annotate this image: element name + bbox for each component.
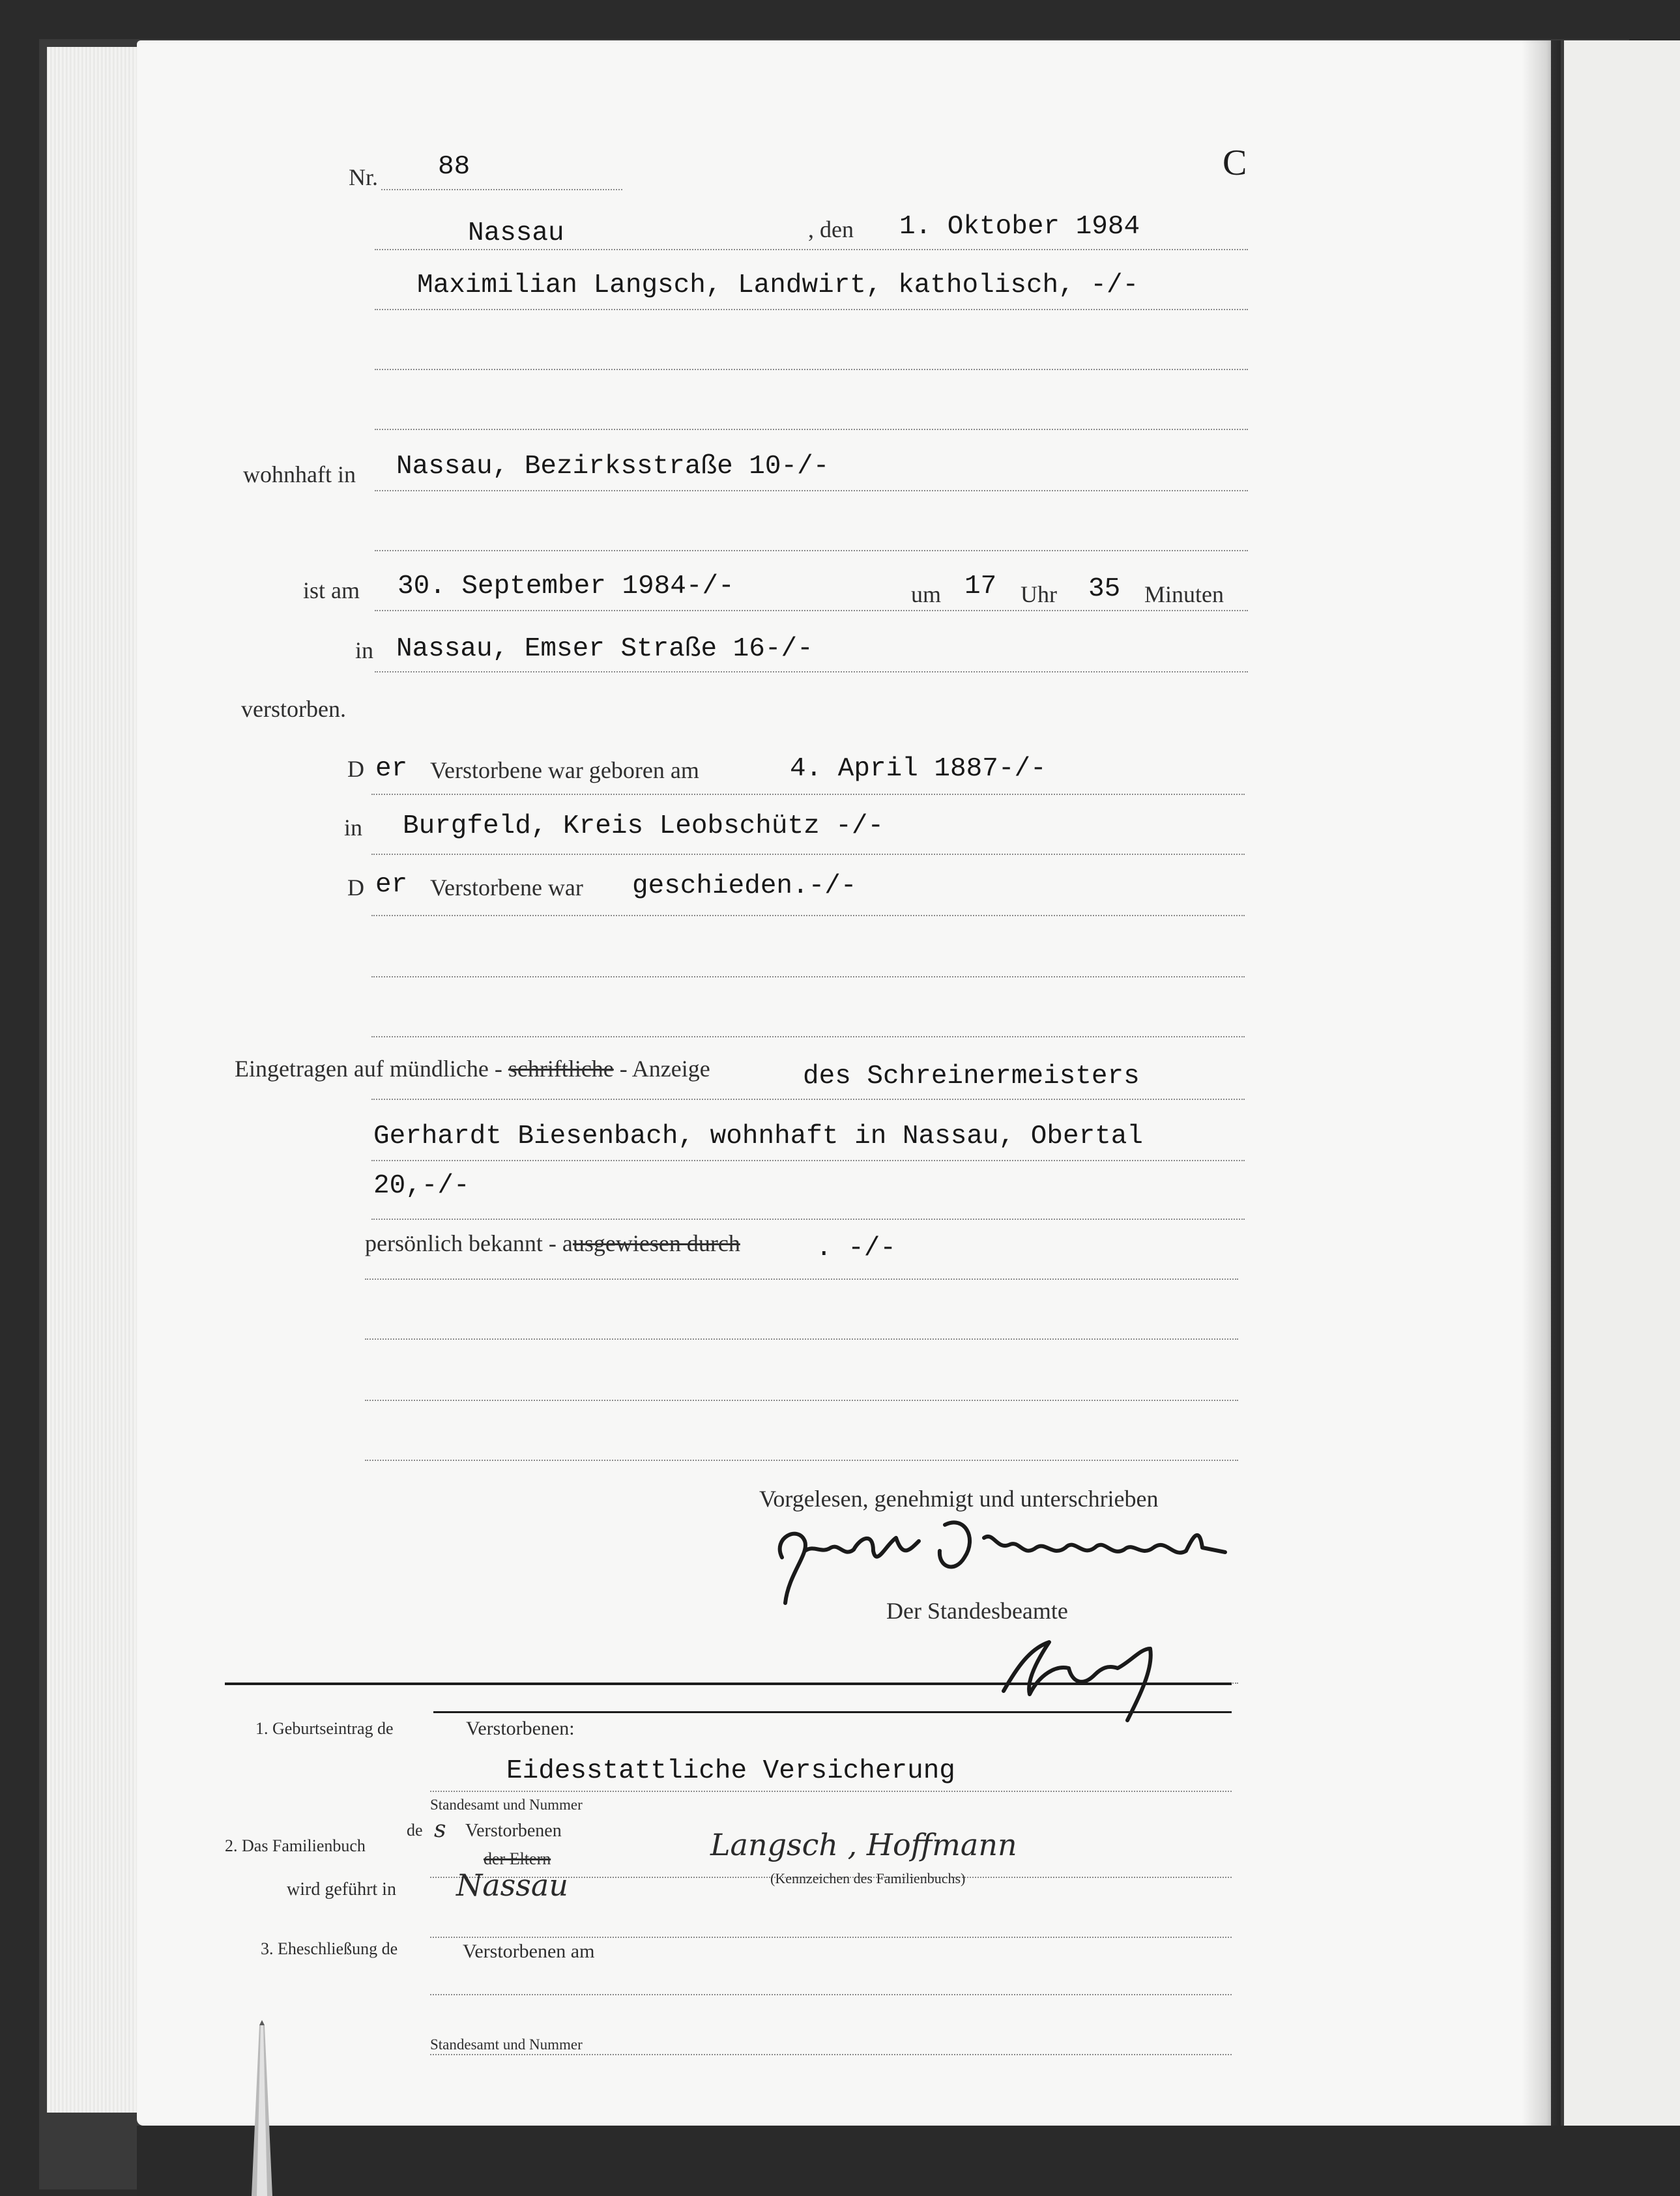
blank-rule-3: [365, 1460, 1238, 1461]
birth-place-rule: [371, 854, 1245, 855]
birth-date-rule: [371, 794, 1245, 795]
read-approved-label: Vorgelesen, genehmigt und unterschrieben: [759, 1486, 1159, 1512]
date-rule: [375, 249, 1248, 250]
informant-rule-1: [371, 1099, 1245, 1100]
bottom-background: [137, 2126, 1680, 2196]
marriage-label: 3. Eheschließung de: [261, 1939, 398, 1958]
nr-value: 88: [438, 152, 471, 182]
footer-separator-2: [433, 1711, 1232, 1713]
marital-status: geschieden.-/-: [632, 871, 857, 901]
status-rule-2: [371, 976, 1245, 977]
facing-page-edge: [1564, 40, 1680, 2126]
person-rule-3: [375, 429, 1248, 430]
residence-label: wohnhaft in: [243, 461, 356, 487]
birth-place: Burgfeld, Kreis Leobschütz -/-: [403, 811, 884, 841]
kept-in-label: wird geführt in: [287, 1879, 396, 1900]
birth-entry-subject: Verstorbenen:: [466, 1718, 575, 1739]
death-place: Nassau, Emser Straße 16-/-: [396, 634, 813, 664]
marriage-rule-1: [430, 1994, 1232, 1995]
birth-label-prefix: D: [347, 756, 364, 782]
blank-rule-1: [365, 1338, 1238, 1340]
uhr-label: Uhr: [1021, 581, 1057, 607]
marriage-subject: Verstorbenen am: [463, 1941, 595, 1962]
family-book-label: 2. Das Familienbuch: [225, 1836, 366, 1855]
register-date: 1. Oktober 1984: [899, 212, 1140, 242]
status-rule-3: [371, 1036, 1245, 1037]
informant-rule-2: [371, 1160, 1245, 1161]
verstorben-label: verstorben.: [241, 696, 346, 722]
deceased-name-line: Maximilian Langsch, Landwirt, katholisch, -/-: [417, 270, 1139, 300]
death-minutes: 35: [1088, 574, 1121, 604]
residence-value: Nassau, Bezirksstraße 10-/-: [396, 452, 830, 482]
known-rule: [365, 1279, 1238, 1280]
status-gender-word: er: [375, 870, 408, 900]
register-place: Nassau: [468, 218, 564, 248]
book-gutter: [1522, 40, 1561, 2126]
registration-label-end: - Anzeige: [619, 1056, 710, 1082]
family-book-s: s: [434, 1816, 446, 1843]
registration-struck-word: schriftliche: [508, 1056, 614, 1082]
kept-in-rule: [430, 1937, 1232, 1938]
nr-rule: [381, 189, 622, 190]
marriage-rule-2: [430, 2054, 1232, 2055]
family-book-value: Langsch , Hoffmann: [710, 1827, 1017, 1862]
registration-label: [235, 1057, 710, 1080]
informant-line-1: des Schreinermeisters: [803, 1062, 1140, 1091]
pen: [235, 2020, 287, 2196]
family-book-struck: der Eltern: [484, 1849, 551, 1868]
death-place-rule: [375, 671, 1248, 672]
birth-entry-label: 1. Geburtseintrag de: [255, 1719, 394, 1738]
informant-line-3: 20,-/-: [373, 1171, 470, 1201]
birth-label-text: Verstorbene war geboren am: [430, 757, 699, 783]
page-letter: C: [1223, 143, 1247, 183]
death-hour: 17: [964, 571, 997, 601]
informant-rule-3: [371, 1219, 1245, 1220]
office-number-label: Standesamt und Nummer: [430, 1797, 583, 1813]
status-label-prefix: D: [347, 874, 364, 901]
birth-gender-word: er: [375, 754, 408, 784]
death-date-label: ist am: [303, 577, 360, 603]
footer-separator: [225, 1683, 1232, 1685]
family-book-subject: Verstorbenen: [465, 1821, 562, 1841]
known-label-start: persönlich bekannt - a: [365, 1230, 573, 1256]
status-rule-1: [371, 915, 1245, 916]
kept-in-value: Nassau: [456, 1868, 568, 1903]
informant-line-2: Gerhardt Biesenbach, wohnhaft in Nassau, Obertal: [373, 1121, 1143, 1151]
known-value: . -/-: [816, 1234, 897, 1264]
minuten-label: Minuten: [1144, 581, 1224, 607]
um-label: um: [911, 581, 942, 607]
nr-label: Nr.: [349, 164, 378, 190]
known-label: [365, 1232, 740, 1255]
residence-rule-2: [375, 550, 1248, 551]
family-book-de: de: [407, 1821, 423, 1840]
death-place-label: in: [355, 637, 374, 663]
registrar-label: Der Standesbeamte: [886, 1598, 1068, 1624]
family-book-caption: (Kennzeichen des Familienbuchs): [770, 1870, 966, 1886]
birth-entry-rule: [430, 1791, 1232, 1792]
blank-rule-2: [365, 1400, 1238, 1401]
office-number-label-2: Standesamt und Nummer: [430, 2036, 583, 2053]
birth-place-label: in: [344, 815, 363, 841]
death-date: 30. September 1984-/-: [398, 571, 734, 601]
residence-rule-1: [375, 490, 1248, 491]
status-label-text: Verstorbene war: [430, 874, 583, 901]
person-rule-1: [375, 309, 1248, 310]
person-rule-2: [375, 369, 1248, 370]
known-struck-words: usgewiesen durch: [572, 1230, 740, 1256]
registration-label-start: Eingetragen auf mündliche -: [235, 1056, 502, 1082]
death-date-rule: [375, 610, 1248, 611]
den-label: , den: [808, 216, 854, 242]
birth-date: 4. April 1887-/-: [790, 754, 1047, 784]
birth-entry-value: Eidesstattliche Versicherung: [506, 1756, 955, 1786]
